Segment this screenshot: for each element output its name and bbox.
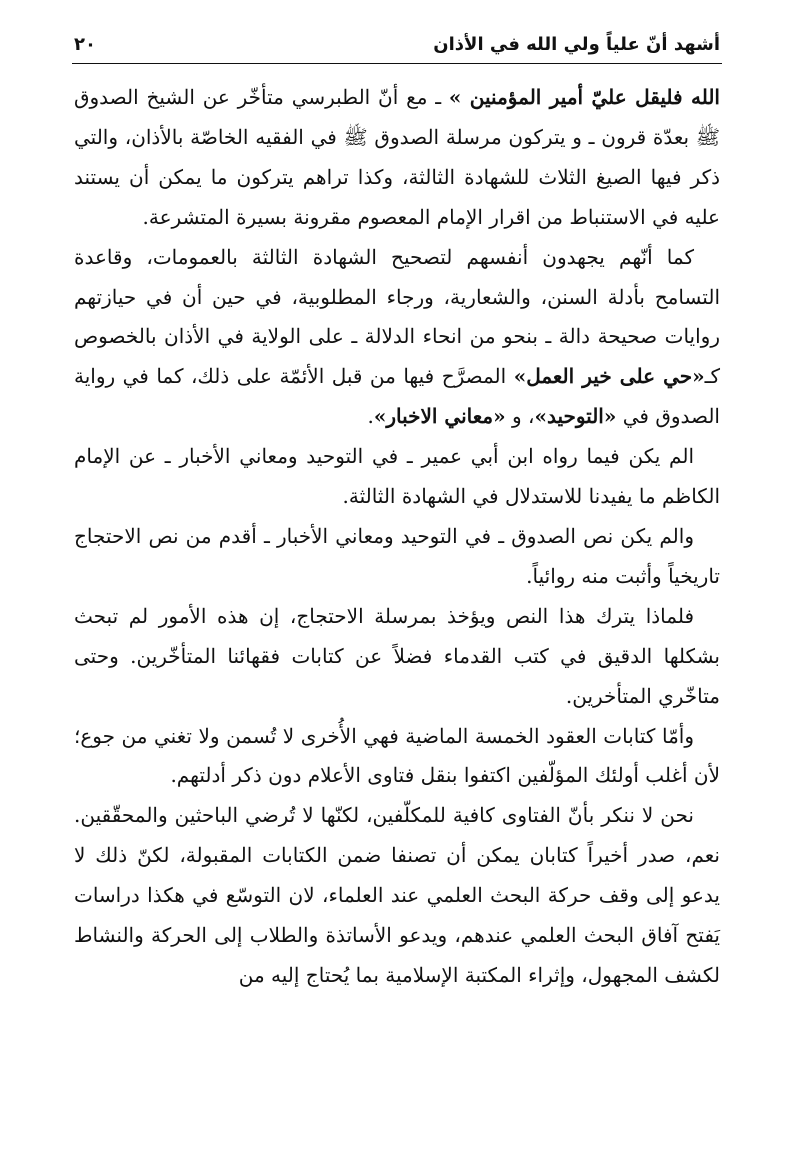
paragraph-2: كما أنّهم يجهدون أنفسهم لتصحيح الشهادة الثالثة بالعمومات، وقاعدة التسامح بأدلة السنن، والشعارية، ورجاء المطلوبية، في حين أن في حيازتهم روايات صحيحة دالة ـ بنحو من انحاء الدلالة ـ على الولاية في الأذان بالخصوص كـ«حي على خير العمل» المصرَّح فيها من قبل الأئمّة على ذلك، كما في رواية الصدوق في «التوحيد»، و «معاني الاخبار». xyxy=(74,244,721,429)
page-number: ٢٠ xyxy=(74,34,96,55)
running-header xyxy=(72,30,720,64)
body-text xyxy=(74,78,720,996)
chapter-title: أشهد أنّ علياً ولي الله في الأذان xyxy=(433,34,720,55)
paragraph-6: وأمّا كتابات العقود الخمسة الماضية فهي الأُخرى لا تُسمن ولا تغني من جوع؛ لأن أغلب أولئك المؤلّفين اكتفوا بنقل فتاوى الأعلام دون ذكر أدلتهم. xyxy=(74,723,720,788)
paragraph-4: والم يكن نص الصدوق ـ في التوحيد ومعاني الأخبار ـ أقدم من نص الاحتجاج تاريخياً وأثبت منه روائياً. xyxy=(74,523,720,588)
paragraph-1: الله فليقل عليّ أمير المؤمنين » ـ مع أنّ الطبرسي متأخّر عن الشيخ الصدوق ﷺ بعدّة قرون ـ و يتركون مرسلة الصدوق ﷺ في الفقيه الخاصّة بالأذان، والتي ذكر فيها الصيغ الثلاث للشهادة الثالثة، وكذا تراهم يتركون ما يمكن أن يستند عليه في الاستنباط من اقرار الإمام المعصوم مقرونة بسيرة المتشرعة. xyxy=(74,85,720,229)
quoted-phrase: الله فليقل عليّ أمير المؤمنين » xyxy=(448,85,720,109)
quoted-phrase: «حي على خير العمل» xyxy=(513,364,705,389)
paragraph-3: الم يكن فيما رواه ابن أبي عمير ـ في التوحيد ومعاني الأخبار ـ عن الإمام الكاظم ما يفيدنا للاستدلال في الشهادة الثالثة. xyxy=(74,444,720,509)
header-divider xyxy=(72,63,722,64)
paragraph-5: فلماذا يترك هذا النص ويؤخذ بمرسلة الاحتجاج، إن هذه الأمور لم تبحث بشكلها الدقيق في كتب القدماء فضلاً عن كتابات فقهائنا المتأخّرين. وحتى متاخّري المتأخرين. xyxy=(74,603,720,708)
paragraph-7: نحن لا ننكر بأنّ الفتاوى كافية للمكلّفين، لكنّها لا تُرضي الباحثين والمحقّقين. نعم، صدر أخيراً كتابان يمكن أن تصنفا ضمن الكتابات المقبولة، لكنّ ذلك لا يدعو إلى وقف حركة البحث العلمي عند العلماء، لان التوسّع في هكذا دراسات يَفتح آفاق البحث العلمي عندهم، ويدعو الأساتذة والطلاب إلى الحركة والنشاط لكشف المجهول، وإثراء المكتبة الإسلامية بما يُحتاج إليه من xyxy=(74,803,720,987)
book-title: «التوحيد» xyxy=(534,404,617,429)
book-title: «معاني الاخبار» xyxy=(373,404,506,429)
